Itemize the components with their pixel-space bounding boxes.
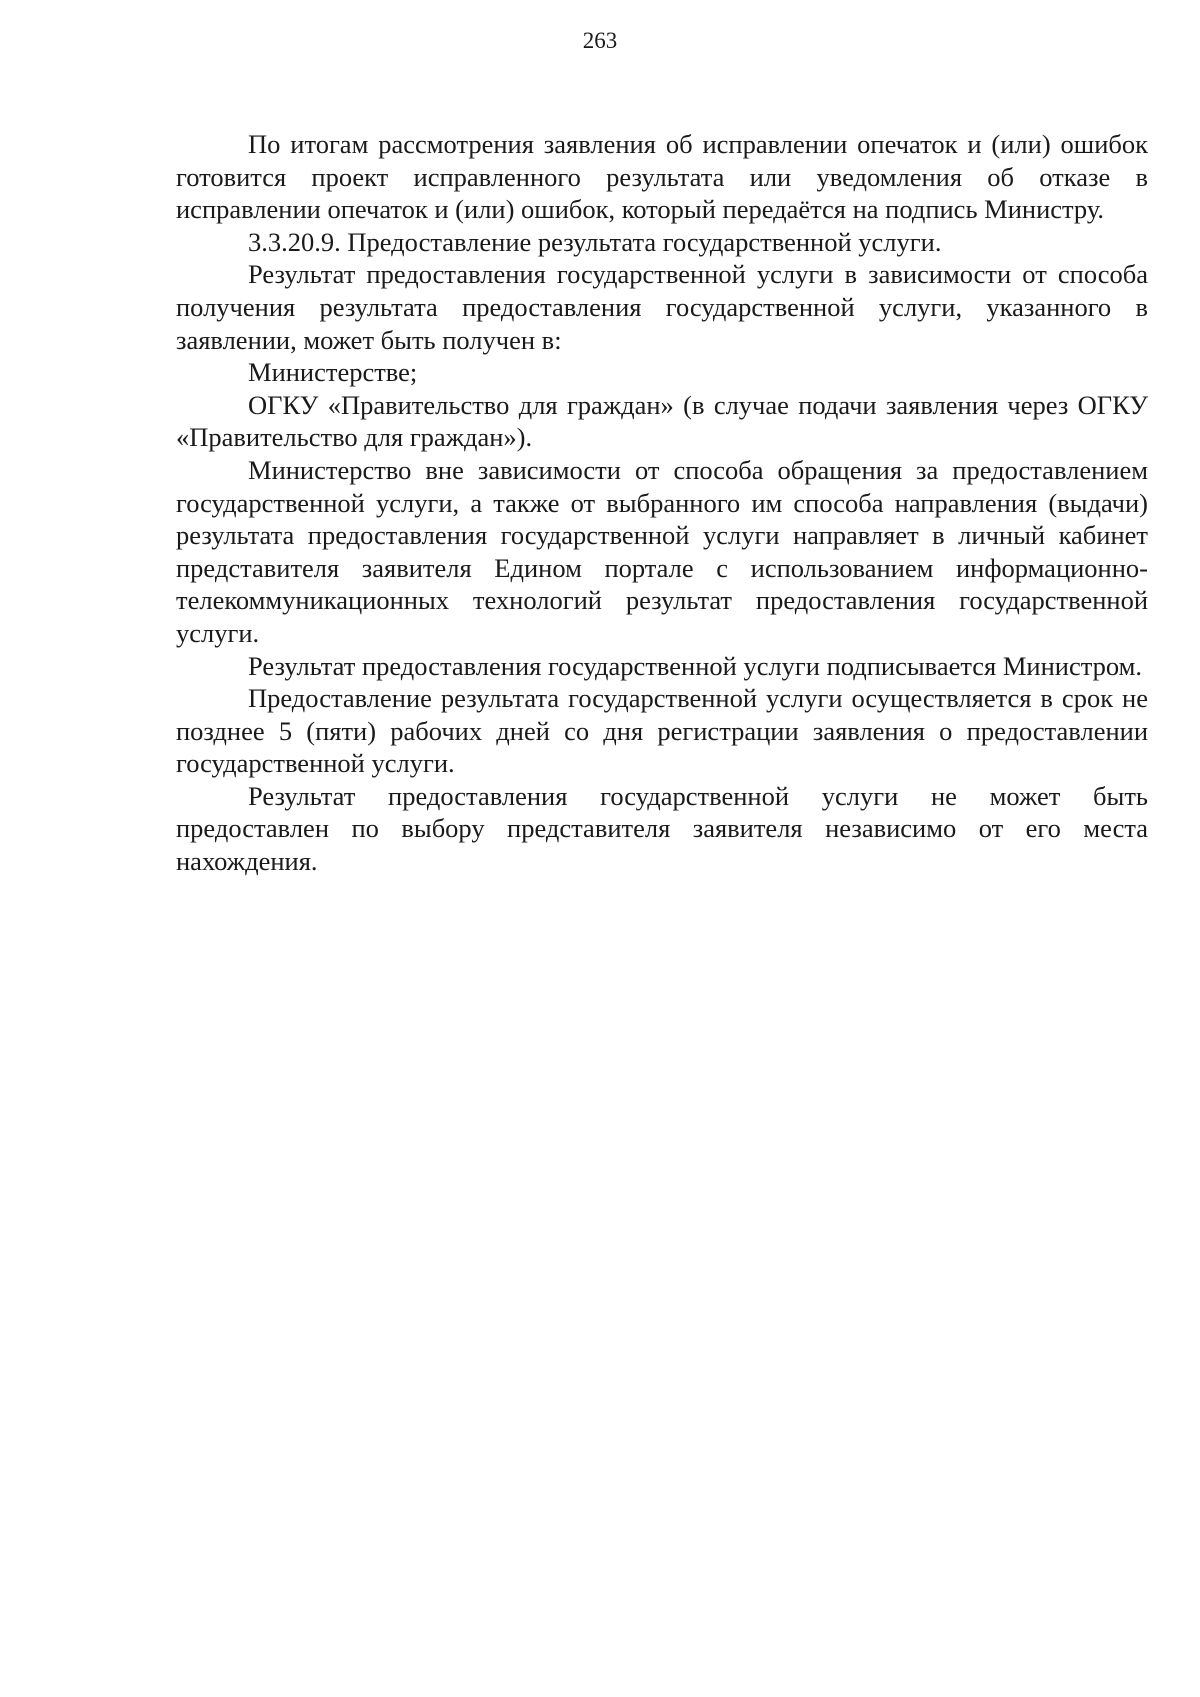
paragraph-correction-result: По итогам рассмотрения заявления об исправлении опечаток и (или) ошибок готовится проект исправленного результата или уведомления об отказе в исправлении опечаток и (или) ошибок, который передаётся на подпись Министру. <box>176 129 1148 225</box>
paragraph-section-heading: 3.3.20.9. Предоставление результата государственной услуги. <box>248 226 942 257</box>
paragraph-personal-cabinet: Министерство вне зависимости от способа обращения за предоставлением государственной услуги, а также от выбранного им способа направления (выдачи) результата предоставления государственной услуги направляет в личный кабинет представителя заявителя Едином портале с использованием информационно-телекоммуникационных технологий результат предоставления государственной услуги. <box>176 454 1148 648</box>
paragraph-ministry: Министерстве; <box>248 357 418 388</box>
paragraph-result-ways: Результат предоставления государственной услуги в зависимости от способа получения результата предоставления государственной услуги, указанного в заявлении, может быть получен в: <box>176 259 1148 355</box>
page-number: 263 <box>582 28 618 53</box>
paragraph-deadline: Предоставление результата государственной услуги осуществляется в срок не позднее 5 (пяти) рабочих дней со дня регистрации заявления о предоставлении государственной услуги. <box>176 683 1148 779</box>
paragraph-location: Результат предоставления государственной услуги не может быть предоставлен по выбору представителя заявителя независимо от его места нахождения. <box>176 780 1148 877</box>
paragraph-ogku: ОГКУ «Правительство для граждан» (в случае подачи заявления через ОГКУ «Правительство для граждан»). <box>176 389 1148 453</box>
paragraph-signature: Результат предоставления государственной услуги подписывается Министром. <box>248 650 1143 681</box>
document-body <box>176 128 1148 878</box>
